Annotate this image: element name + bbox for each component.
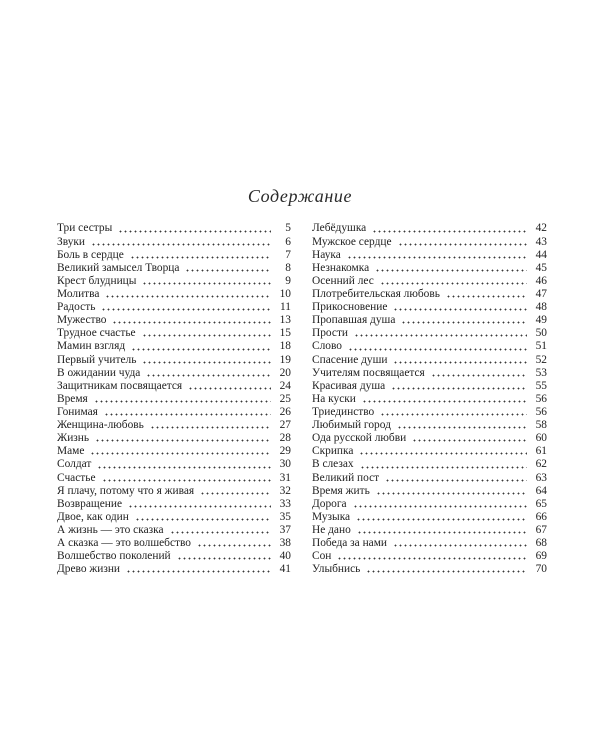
dot-leader [150, 426, 271, 429]
entry-title: Время жить [312, 484, 370, 497]
dot-leader [112, 321, 271, 324]
dot-leader [105, 295, 271, 298]
toc-entry [312, 380, 547, 393]
entry-title: Маме [57, 445, 85, 458]
entry-page-number: 7 [285, 248, 291, 261]
entry-title: Плотребительская любовь [312, 288, 440, 301]
entry-title: Лебёдушка [312, 222, 367, 235]
toc-entry [57, 563, 291, 576]
entry-page-number: 42 [535, 222, 547, 235]
entry-title: Музыка [312, 510, 351, 523]
entry-page-number: 65 [535, 497, 547, 510]
entry-page-number: 51 [535, 340, 547, 353]
entry-page-number: 46 [535, 274, 547, 287]
entry-page-number: 18 [279, 340, 291, 353]
entry-title: Солдат [57, 458, 92, 471]
entry-title: Осенний лес [312, 274, 374, 287]
toc-entry [57, 432, 291, 445]
dot-leader [393, 544, 527, 547]
toc-entry [312, 524, 547, 537]
entry-page-number: 33 [279, 497, 291, 510]
entry-title: Время [57, 392, 88, 405]
entry-page-number: 26 [279, 406, 291, 419]
entry-page-number: 43 [535, 235, 547, 248]
dot-leader [393, 361, 527, 364]
entry-page-number: 48 [535, 301, 547, 314]
entry-title: Спасение души [312, 353, 388, 366]
entry-page-number: 11 [280, 301, 291, 314]
entry-page-number: 28 [279, 432, 291, 445]
toc-entry [312, 314, 547, 327]
dot-leader [376, 492, 527, 495]
toc-entry [57, 236, 291, 249]
toc-entry [312, 340, 547, 353]
entry-page-number: 13 [279, 314, 291, 327]
toc-entry [312, 327, 547, 340]
entry-title: А жизнь — это сказка [57, 524, 164, 536]
toc-entry [312, 301, 547, 314]
toc-column-left [57, 223, 291, 577]
entry-title: Ода русской любви [312, 432, 407, 445]
entry-page-number: 25 [279, 392, 291, 405]
toc-entry [57, 458, 291, 471]
entry-title: Крест блудницы [57, 274, 137, 287]
entry-title: Я плачу, потому что я живая [57, 484, 195, 497]
dot-leader [354, 334, 527, 337]
entry-page-number: 58 [535, 419, 547, 432]
entry-page-number: 67 [535, 524, 547, 536]
toc-entry [312, 288, 547, 301]
toc-entry [57, 380, 291, 393]
toc-entry [57, 406, 291, 419]
entry-title: Звуки [57, 235, 86, 248]
entry-page-number: 61 [535, 445, 547, 458]
entry-title: Наука [312, 248, 341, 261]
dot-leader [431, 374, 527, 377]
entry-title: Молитва [57, 288, 100, 301]
dot-leader [359, 452, 527, 455]
dot-leader [357, 531, 527, 534]
dot-leader [185, 269, 271, 272]
entry-title: Мужское сердце [312, 235, 392, 248]
entry-title: Дорога [312, 497, 347, 510]
dot-leader [142, 282, 271, 285]
dot-leader [200, 492, 271, 495]
toc-entry [57, 524, 291, 537]
dot-leader [91, 243, 271, 246]
entry-page-number: 49 [535, 314, 547, 327]
entry-page-number: 6 [285, 235, 291, 248]
dot-leader [353, 505, 527, 508]
dot-leader [348, 348, 527, 351]
entry-page-number: 15 [279, 327, 291, 340]
toc-entry [57, 223, 291, 236]
entry-page-number: 63 [535, 471, 547, 484]
dot-leader [170, 531, 271, 534]
dot-leader [356, 518, 527, 521]
toc-entry [57, 367, 291, 380]
dot-leader [177, 557, 271, 560]
entry-title: Счастье [57, 471, 96, 484]
entry-title: Двое, как один [57, 510, 129, 523]
dot-leader [398, 243, 527, 246]
entry-title: Победа за нами [312, 537, 388, 550]
toc-entry [312, 445, 547, 458]
entry-title: Незнакомка [312, 261, 370, 274]
dot-leader [118, 230, 271, 233]
entry-title: Жизнь [57, 432, 90, 445]
toc-entry [57, 393, 291, 406]
toc-entry [312, 262, 547, 275]
entry-title: Скрипка [312, 445, 354, 458]
entry-page-number: 10 [279, 288, 291, 301]
dot-leader [135, 518, 271, 521]
entry-page-number: 19 [279, 353, 291, 366]
entry-page-number: 62 [535, 458, 547, 471]
entry-title: На куски [312, 392, 356, 405]
entry-title: Древо жизни [57, 563, 121, 576]
dot-leader [366, 570, 527, 573]
entry-title: Трудное счастье [57, 327, 136, 340]
dot-leader [142, 334, 271, 337]
entry-page-number: 38 [279, 537, 291, 550]
toc-entry [57, 354, 291, 367]
entry-title: Не дано [312, 524, 351, 536]
toc-entry [57, 472, 291, 485]
toc-entry [312, 432, 547, 445]
toc-entry [57, 327, 291, 340]
dot-leader [393, 308, 527, 311]
toc-entry [312, 367, 547, 380]
toc-entry [312, 406, 547, 419]
entry-title: Улыбнись [312, 563, 361, 576]
toc-entry [57, 537, 291, 550]
entry-page-number: 9 [285, 274, 291, 287]
entry-title: Слово [312, 340, 342, 353]
entry-page-number: 55 [535, 379, 547, 392]
dot-leader [385, 479, 527, 482]
toc-entry [312, 550, 547, 563]
entry-title: Три сестры [57, 222, 113, 235]
entry-title: Учителям посвящается [312, 366, 425, 379]
toc-entry [57, 511, 291, 524]
entry-title: А сказка — это волшебство [57, 537, 191, 550]
entry-page-number: 52 [535, 353, 547, 366]
toc-entry [312, 419, 547, 432]
dot-leader [94, 400, 271, 403]
dot-leader [131, 348, 271, 351]
entry-page-number: 56 [535, 392, 547, 405]
entry-page-number: 35 [279, 510, 291, 523]
entry-page-number: 5 [285, 222, 291, 235]
toc-entry [312, 472, 547, 485]
entry-title: Прости [312, 327, 349, 340]
entry-title: Триединство [312, 406, 375, 419]
entry-page-number: 37 [279, 524, 291, 536]
toc-entry [57, 249, 291, 262]
dot-leader [130, 256, 271, 259]
entry-page-number: 66 [535, 510, 547, 523]
entry-page-number: 27 [279, 419, 291, 432]
entry-title: Радость [57, 301, 96, 314]
entry-page-number: 8 [285, 261, 291, 274]
dot-leader [362, 400, 527, 403]
entry-title: Защитникам посвящается [57, 379, 183, 392]
entry-title: Первый учитель [57, 353, 137, 366]
entry-title: Волшебство поколений [57, 550, 171, 563]
entry-page-number: 60 [535, 432, 547, 445]
toc-entry [312, 236, 547, 249]
dot-leader [380, 282, 527, 285]
entry-page-number: 70 [535, 563, 547, 576]
entry-page-number: 64 [535, 484, 547, 497]
entry-title: В слезах [312, 458, 354, 471]
entry-title: Любимый город [312, 419, 391, 432]
toc-entry [312, 498, 547, 511]
entry-title: Сон [312, 550, 332, 563]
entry-page-number: 40 [279, 550, 291, 563]
entry-page-number: 29 [279, 445, 291, 458]
entry-page-number: 41 [279, 563, 291, 576]
dot-leader [337, 557, 527, 560]
dot-leader [188, 387, 271, 390]
toc-column-right [312, 223, 547, 577]
entry-title: Великий замысел Творца [57, 261, 180, 274]
entry-page-number: 31 [279, 471, 291, 484]
dot-leader [126, 570, 271, 573]
entry-page-number: 45 [535, 261, 547, 274]
toc-entry [312, 275, 547, 288]
toc-entry [312, 393, 547, 406]
entry-title: Великий пост [312, 471, 380, 484]
entry-title: Мужество [57, 314, 107, 327]
entry-page-number: 30 [279, 458, 291, 471]
toc-entry [57, 288, 291, 301]
dot-leader [90, 452, 271, 455]
entry-page-number: 50 [535, 327, 547, 340]
toc-entry [312, 563, 547, 576]
entry-title: Пропавшая душа [312, 314, 396, 327]
dot-leader [347, 256, 527, 259]
dot-leader [128, 505, 271, 508]
dot-leader [102, 479, 271, 482]
toc-entry [57, 340, 291, 353]
toc-entry [312, 354, 547, 367]
entry-title: Боль в сердце [57, 248, 124, 261]
toc-entry [57, 445, 291, 458]
entry-page-number: 44 [535, 248, 547, 261]
entry-title: В ожидании чуда [57, 366, 141, 379]
toc-entry [57, 262, 291, 275]
entry-title: Гонимая [57, 406, 98, 419]
toc-entry [57, 498, 291, 511]
toc-entry [57, 550, 291, 563]
dot-leader [360, 466, 527, 469]
dot-leader [101, 308, 271, 311]
entry-title: Женщина-любовь [57, 419, 144, 432]
entry-title: Мамин взгляд [57, 340, 126, 353]
toc-entry [312, 537, 547, 550]
toc-entry [57, 314, 291, 327]
toc-entry [312, 458, 547, 471]
entry-title: Прикосновение [312, 301, 388, 314]
toc-title: Содержание [247, 186, 353, 206]
dot-leader [391, 387, 527, 390]
dot-leader [401, 321, 527, 324]
dot-leader [397, 426, 527, 429]
dot-leader [446, 295, 527, 298]
dot-leader [142, 361, 271, 364]
dot-leader [412, 439, 527, 442]
dot-leader [97, 466, 271, 469]
toc-entry [312, 223, 547, 236]
toc-entry [57, 301, 291, 314]
entry-page-number: 47 [535, 288, 547, 301]
entry-title: Возвращение [57, 497, 122, 510]
entry-title: Красивая душа [312, 379, 386, 392]
toc-entry [312, 511, 547, 524]
dot-leader [95, 439, 271, 442]
entry-page-number: 69 [535, 550, 547, 563]
toc-entry [312, 249, 547, 262]
toc-entry [57, 485, 291, 498]
toc-entry [57, 275, 291, 288]
dot-leader [104, 413, 271, 416]
entry-page-number: 32 [279, 484, 291, 497]
entry-page-number: 24 [279, 379, 291, 392]
dot-leader [197, 544, 271, 547]
dot-leader [372, 230, 527, 233]
dot-leader [146, 374, 271, 377]
toc-entry [57, 419, 291, 432]
dot-leader [380, 413, 527, 416]
toc-entry [312, 485, 547, 498]
entry-page-number: 53 [535, 366, 547, 379]
entry-page-number: 20 [279, 366, 291, 379]
dot-leader [375, 269, 527, 272]
entry-page-number: 68 [535, 537, 547, 550]
entry-page-number: 56 [535, 406, 547, 419]
